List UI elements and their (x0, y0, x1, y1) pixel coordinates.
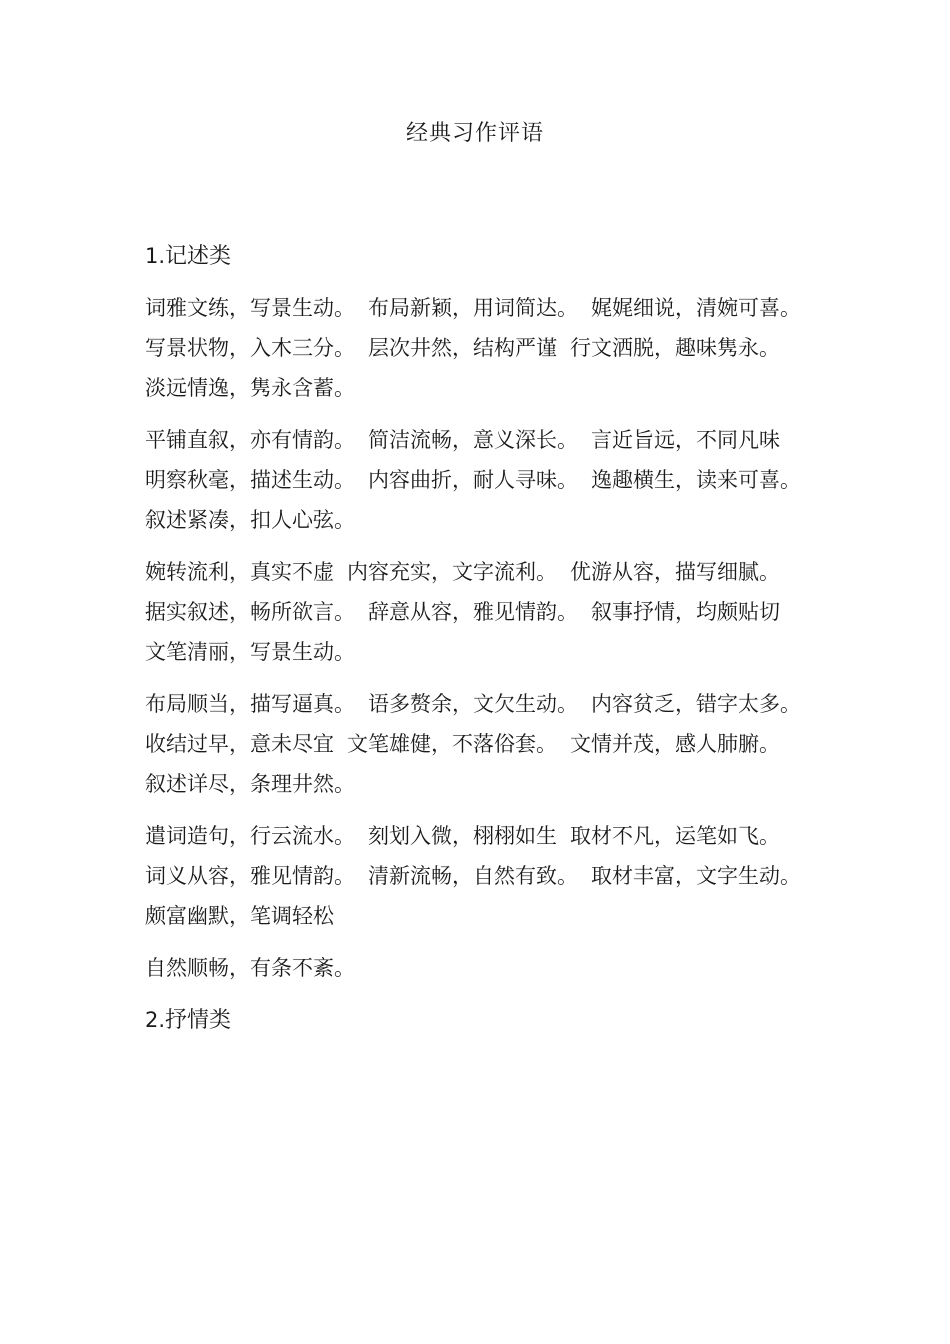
comment-phrase: 平铺直叙，亦有情韵。 (145, 428, 355, 452)
comment-phrase: 据实叙述，畅所欲言。 (145, 600, 355, 624)
comment-phrase: 文笔雄健，不落俗套。 (347, 732, 557, 756)
text-line (145, 684, 825, 724)
document-body (145, 236, 825, 1052)
comment-phrase: 逸趣横生，读来可喜。 (591, 468, 801, 492)
comment-phrase: 布局顺当，描写逼真。 (145, 692, 355, 716)
text-line (145, 632, 825, 672)
text-line (145, 896, 825, 936)
comment-phrase: 叙述详尽，条理井然。 (145, 772, 355, 796)
paragraph (145, 288, 825, 408)
comment-phrase: 行文洒脱，趣味隽永。 (570, 336, 780, 360)
comment-phrase: 文笔清丽，写景生动。 (145, 640, 355, 664)
text-line (145, 288, 825, 328)
comment-phrase: 词义从容，雅见情韵。 (145, 864, 355, 888)
text-line (145, 948, 825, 988)
comment-phrase: 简洁流畅，意义深长。 (368, 428, 578, 452)
text-line (145, 856, 825, 896)
comment-phrase: 婉转流利，真实不虚 (145, 560, 334, 584)
comment-phrase: 叙事抒情，均颇贴切 (591, 600, 780, 624)
comment-phrase: 辞意从容，雅见情韵。 (368, 600, 578, 624)
comment-phrase: 写景状物，入木三分。 (145, 336, 355, 360)
section-number: 2. (145, 1008, 166, 1032)
comment-phrase: 层次井然，结构严谨 (368, 336, 557, 360)
section-heading (145, 236, 825, 276)
comment-phrase: 内容充实，文字流利。 (347, 560, 557, 584)
paragraph (145, 948, 825, 988)
paragraph (145, 816, 825, 936)
comment-phrase: 刻划入微，栩栩如生 (368, 824, 557, 848)
text-line (145, 724, 825, 764)
comment-phrase: 遣词造句，行云流水。 (145, 824, 355, 848)
comment-phrase: 内容曲折，耐人寻味。 (368, 468, 578, 492)
comment-phrase: 语多赘余，文欠生动。 (368, 692, 578, 716)
comment-phrase: 明察秋毫，描述生动。 (145, 468, 355, 492)
paragraph (145, 420, 825, 540)
text-line (145, 552, 825, 592)
paragraph (145, 684, 825, 804)
comment-phrase: 取材不凡，运笔如飞。 (570, 824, 780, 848)
comment-phrase: 内容贫乏，错字太多。 (591, 692, 801, 716)
text-line (145, 500, 825, 540)
comment-phrase: 文情并茂，感人肺腑。 (570, 732, 780, 756)
text-line (145, 328, 825, 368)
section-number: 1. (145, 244, 166, 268)
comment-phrase: 收结过早，意未尽宜 (145, 732, 334, 756)
comment-phrase: 言近旨远，不同凡味 (591, 428, 780, 452)
text-line (145, 816, 825, 856)
comment-phrase: 清新流畅，自然有致。 (368, 864, 578, 888)
comment-phrase: 自然顺畅，有条不紊。 (145, 956, 355, 980)
text-line (145, 420, 825, 460)
comment-phrase: 词雅文练，写景生动。 (145, 296, 355, 320)
comment-phrase: 布局新颖，用词简达。 (368, 296, 578, 320)
section-title: 抒情类 (165, 1008, 232, 1033)
text-line (145, 592, 825, 632)
comment-phrase: 取材丰富，文字生动。 (591, 864, 801, 888)
text-line (145, 368, 825, 408)
paragraph (145, 552, 825, 672)
comment-phrase: 优游从容，描写细腻。 (570, 560, 780, 584)
comment-phrase: 颇富幽默，笔调轻松 (145, 904, 334, 928)
comment-phrase: 淡远情逸，隽永含蓄。 (145, 376, 355, 400)
comment-phrase: 娓娓细说，清婉可喜。 (591, 296, 801, 320)
section-heading (145, 1000, 825, 1040)
text-line (145, 460, 825, 500)
comment-phrase: 叙述紧凑，扣人心弦。 (145, 508, 355, 532)
text-line (145, 764, 825, 804)
page-title: 经典习作评语 (405, 121, 544, 146)
section-title: 记述类 (165, 244, 232, 269)
